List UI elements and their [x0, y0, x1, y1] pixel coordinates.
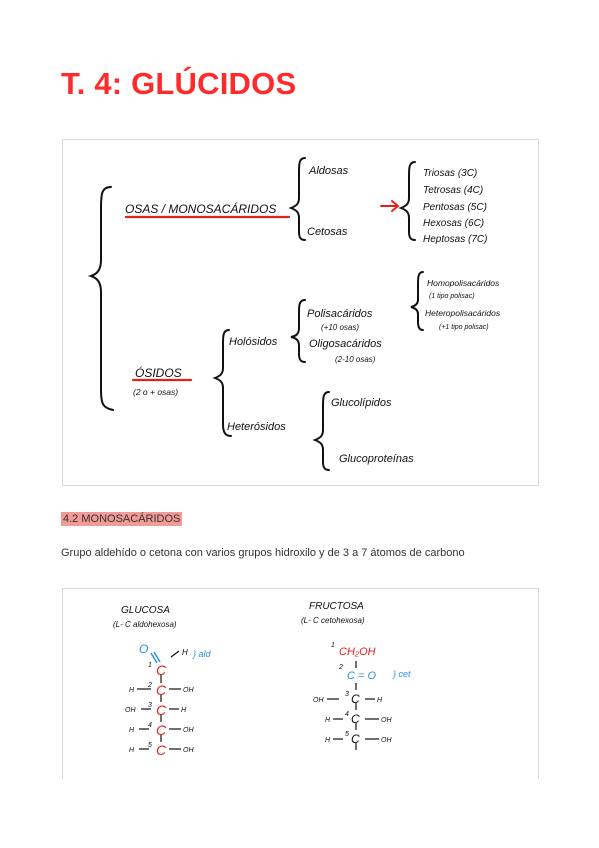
homopolisacaridos-label: Homopolisacáridos [427, 278, 500, 288]
fructose-num-5: 5 [345, 731, 349, 738]
glucose-num-2: 2 [148, 682, 152, 689]
molecules-diagram-svg [63, 589, 538, 779]
fructose-h-5: H [325, 737, 331, 744]
molecules-diagram [62, 588, 539, 779]
polisacaridos-brace [411, 272, 423, 330]
fructose-ch2oh: CH₂OH [339, 646, 376, 658]
types-brace [401, 162, 415, 240]
fructose-c-eq-o: C = O [347, 670, 377, 682]
glucose-oh-5: OH [183, 747, 194, 754]
cetosas-label: Cetosas [307, 226, 348, 238]
heteropolisacaridos-label: Heteropolisacáridos [425, 308, 501, 318]
glucose-num-5: 5 [148, 742, 152, 749]
fructose-c5: C [351, 732, 360, 746]
glucose-c3: C [156, 702, 167, 718]
fructose-oh-5: OH [381, 737, 392, 744]
fructose-oh-4: OH [381, 717, 392, 724]
fructose-h-3: H [377, 697, 383, 704]
glucose-num-4: 4 [148, 722, 152, 729]
glucose-ald-label: } ald [193, 649, 211, 659]
glucose-oh-4: OH [183, 727, 194, 734]
definition-text: Grupo aldehído o cetona con varios grupos hidroxilo y de 3 a 7 átomos de carbono [61, 547, 465, 559]
glucoproteinas-label: Glucoproteínas [339, 453, 414, 465]
section-number: 4.2 [63, 513, 79, 525]
oligosacaridos-sub-label: (2-10 osas) [335, 355, 376, 364]
glucose-h-5: H [129, 747, 135, 754]
fructose-c3: C [351, 692, 360, 706]
heterosidos-label: Heterósidos [227, 421, 286, 433]
fructosa-subtitle: (L- C cetohexosa) [301, 616, 365, 625]
fructose-num-2: 2 [339, 664, 343, 671]
fructosa-title: FRUCTOSA [309, 601, 364, 612]
polisacaridos-sub-label: (+10 osas) [321, 323, 360, 332]
glucose-num-1: 1 [148, 662, 152, 669]
main-brace [91, 187, 113, 410]
fructose-num-3: 3 [345, 691, 349, 698]
holosidos-label: Holósidos [229, 336, 278, 348]
fructose-h-4: H [325, 717, 331, 724]
arrow-icon [381, 201, 398, 211]
osas-label: OSAS / MONOSACÁRIDOS [125, 202, 277, 216]
section-heading [61, 513, 182, 525]
glucose-h-2: H [129, 687, 135, 694]
glucose-c2: C [156, 682, 167, 698]
osas-brace [291, 158, 305, 240]
aldosas-label: Aldosas [309, 165, 349, 177]
heptosas-label: Heptosas (7C) [423, 234, 488, 245]
osidos-label: ÓSIDOS [135, 366, 182, 380]
glucose-oxygen: O [139, 642, 149, 656]
holosidos-brace [291, 300, 305, 362]
fructose-structure [313, 642, 411, 750]
polisacaridos-label: Polisacáridos [307, 308, 373, 320]
glucose-h-4: H [129, 727, 135, 734]
glucose-oh-2: OH [183, 687, 194, 694]
fructose-num-1: 1 [331, 642, 335, 649]
section-name: MONOSACÁRIDOS [81, 513, 181, 525]
glucose-structure [125, 642, 212, 758]
heteropolisacaridos-sub-label: (+1 tipo polisac) [439, 324, 489, 331]
classification-diagram [62, 139, 539, 486]
glucosa-subtitle: (L- C aldohexosa) [113, 620, 177, 629]
section-highlight [61, 512, 182, 526]
glucose-c5: C [156, 742, 167, 758]
homopolisacaridos-sub-label: (1 tipo polisac) [429, 293, 475, 300]
glucose-h-3: H [181, 707, 187, 714]
glucose-h-top: H [182, 648, 188, 657]
tetrosas-label: Tetrosas (4C) [423, 185, 484, 196]
heterosidos-brace [315, 392, 329, 470]
triosas-label: Triosas (3C) [423, 168, 478, 179]
glucose-c4: C [156, 722, 167, 738]
osidos-sub-label: (2 o + osas) [133, 387, 179, 397]
glucose-num-3: 3 [148, 702, 152, 709]
classification-diagram-svg [63, 140, 538, 485]
glucosa-title: GLUCOSA [121, 605, 170, 616]
fructose-oh-3: OH [313, 697, 324, 704]
glucose-c1: C [156, 662, 167, 678]
pentosas-label: Pentosas (5C) [423, 202, 487, 213]
oligosacaridos-label: Oligosacáridos [309, 338, 382, 350]
hexosas-label: Hexosas (6C) [423, 218, 485, 229]
fructose-c4: C [351, 712, 360, 726]
glucolipidos-label: Glucolípidos [331, 397, 392, 409]
fructose-num-4: 4 [345, 711, 349, 718]
page-title: T. 4: GLÚCIDOS [61, 66, 297, 101]
glucose-oh-3: OH [125, 707, 136, 714]
fructose-cet-label: } cet [393, 669, 411, 679]
